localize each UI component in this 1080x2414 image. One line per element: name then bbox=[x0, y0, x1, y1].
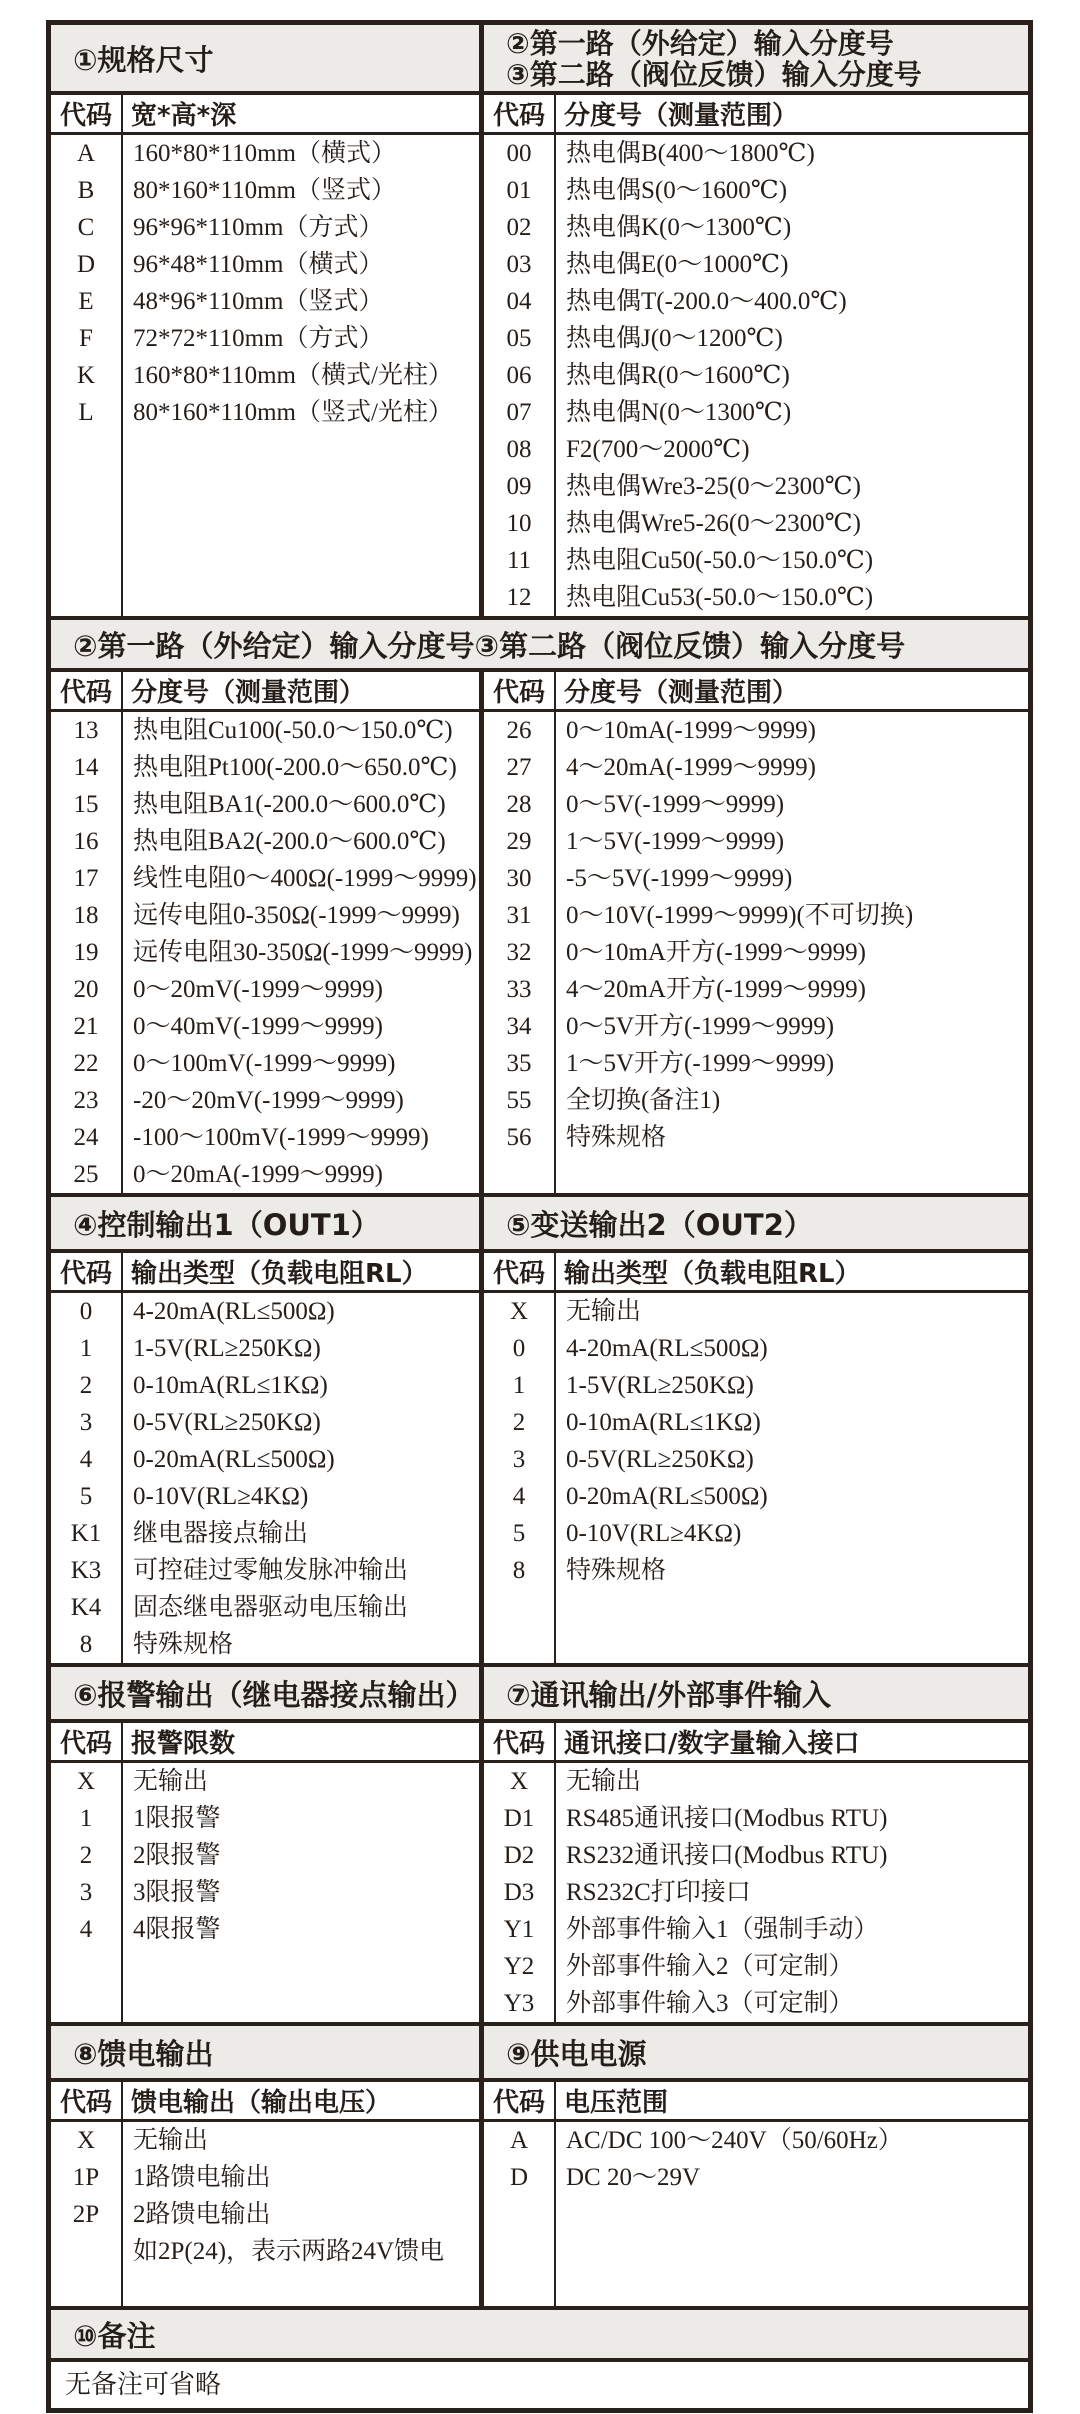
code-cell: D2 bbox=[503, 1842, 535, 1869]
section3-title-line: ③第二路（阀位反馈）输入分度号 bbox=[506, 58, 922, 91]
code-cell: 25 bbox=[73, 1161, 99, 1188]
desc-header: 分度号（测量范围） bbox=[564, 678, 799, 708]
section9-body bbox=[484, 2122, 1028, 2306]
desc-cell: 无输出 bbox=[566, 1768, 642, 1795]
code-cell bbox=[51, 505, 121, 542]
section7-body bbox=[484, 1763, 1028, 2022]
desc-header: 输出类型（负载电阻RL） bbox=[564, 1259, 861, 1289]
section7-colhead bbox=[484, 1723, 1028, 1763]
section1-body bbox=[51, 135, 479, 616]
code-cell: 10 bbox=[506, 510, 532, 537]
section9-title: ⑨供电电源 bbox=[506, 2036, 647, 2071]
ordering-code-table bbox=[46, 20, 1033, 2413]
desc-cell: 0～10mA(-1999～9999) bbox=[566, 717, 816, 744]
code-cell bbox=[484, 1626, 554, 1663]
desc-cell: 热电偶N(0～1300℃) bbox=[566, 399, 792, 426]
code-cell: 21 bbox=[73, 1013, 99, 1040]
code-cell bbox=[51, 431, 121, 468]
section5-colhead bbox=[484, 1253, 1028, 1293]
code-cell: 05 bbox=[506, 325, 532, 352]
code-cell bbox=[51, 468, 121, 505]
section8-title: ⑧馈电输出 bbox=[51, 2026, 484, 2078]
code-cell: Y1 bbox=[503, 1916, 535, 1943]
desc-cell: 热电阻Cu53(-50.0～150.0℃) bbox=[566, 584, 874, 611]
desc-cell: 160*80*110mm（横式） bbox=[133, 140, 396, 167]
desc-cell: 热电偶K(0～1300℃) bbox=[566, 214, 792, 241]
code-cell: X bbox=[509, 1768, 529, 1795]
code-cell: 35 bbox=[506, 1050, 532, 1077]
code-cell: 4 bbox=[512, 1483, 526, 1510]
code-header: 代码 bbox=[484, 672, 556, 709]
code-cell: 29 bbox=[506, 828, 532, 855]
code-cell: 0 bbox=[79, 1298, 93, 1325]
section23top-colhead bbox=[484, 95, 1028, 135]
desc-header: 通讯接口/数字量输入接口 bbox=[564, 1729, 860, 1759]
desc-cell bbox=[123, 2270, 479, 2306]
desc-cell: 外部事件输入2（可定制） bbox=[566, 1953, 854, 1980]
desc-header: 宽*高*深 bbox=[131, 101, 237, 131]
band-row-5 bbox=[51, 2022, 1028, 2082]
code-cell bbox=[484, 1156, 554, 1193]
desc-cell bbox=[556, 1589, 1028, 1626]
code-cell: 12 bbox=[506, 584, 532, 611]
desc-cell: 1～5V(-1999～9999) bbox=[566, 828, 785, 855]
band-row-6 bbox=[51, 2306, 1028, 2362]
code-cell: 03 bbox=[506, 251, 532, 278]
desc-cell bbox=[556, 2196, 1028, 2233]
desc-cell: 热电偶B(400～1800℃) bbox=[566, 140, 815, 167]
section6-title: ⑥报警输出（继电器接点输出） bbox=[51, 1667, 484, 1719]
block-3 bbox=[51, 1253, 1028, 1663]
section4-title: ④控制输出1（OUT1） bbox=[51, 1197, 484, 1249]
desc-cell: 热电偶S(0～1600℃) bbox=[566, 177, 788, 204]
desc-cell: 0-10V(RL≥4KΩ) bbox=[566, 1520, 742, 1547]
desc-cell: 0-5V(RL≥250KΩ) bbox=[133, 1409, 321, 1436]
desc-cell bbox=[556, 1626, 1028, 1663]
desc-header: 分度号（测量范围） bbox=[564, 101, 799, 131]
code-cell: 31 bbox=[506, 902, 532, 929]
code-cell: 02 bbox=[506, 214, 532, 241]
desc-header: 电压范围 bbox=[564, 2088, 669, 2118]
remark-note: 无备注可省略 bbox=[65, 2370, 222, 2399]
section4-colhead bbox=[51, 1253, 479, 1293]
desc-cell: 2路馈电输出 bbox=[133, 2201, 271, 2228]
code-cell: D bbox=[76, 251, 96, 278]
code-cell: 1 bbox=[79, 1335, 93, 1362]
code-cell: 06 bbox=[506, 362, 532, 389]
desc-cell: 特殊规格 bbox=[133, 1631, 234, 1658]
section6-colhead bbox=[51, 1723, 479, 1763]
code-cell: 13 bbox=[73, 717, 99, 744]
desc-cell: 0～40mV(-1999～9999) bbox=[133, 1013, 383, 1040]
desc-cell: DC 20～29V bbox=[566, 2164, 701, 2191]
desc-cell: 2限报警 bbox=[133, 1842, 221, 1869]
code-cell: Y2 bbox=[503, 1953, 535, 1980]
code-cell: X bbox=[76, 2127, 96, 2154]
code-header: 代码 bbox=[484, 2082, 556, 2119]
desc-cell: 0～10V(-1999～9999)(不可切换) bbox=[566, 902, 914, 929]
code-cell bbox=[484, 2196, 554, 2233]
desc-cell: 4～20mA(-1999～9999) bbox=[566, 754, 816, 781]
band-row-3 bbox=[51, 1193, 1028, 1253]
block-1 bbox=[51, 95, 1028, 616]
code-cell: 4 bbox=[79, 1446, 93, 1473]
desc-cell: 外部事件输入1（强制手动） bbox=[566, 1916, 879, 1943]
code-cell: C bbox=[77, 214, 95, 241]
desc-cell: 外部事件输入3（可定制） bbox=[566, 1990, 854, 2017]
code-cell bbox=[51, 1948, 121, 1985]
code-cell: D1 bbox=[503, 1805, 535, 1832]
code-cell: D3 bbox=[503, 1879, 535, 1906]
desc-cell: 热电偶Wre5-26(0～2300℃) bbox=[566, 510, 861, 537]
code-cell: 2P bbox=[72, 2201, 100, 2228]
desc-cell: 1路馈电输出 bbox=[133, 2164, 271, 2191]
band-row-2 bbox=[51, 616, 1028, 672]
desc-cell: 0-5V(RL≥250KΩ) bbox=[566, 1446, 754, 1473]
desc-cell bbox=[123, 505, 479, 542]
desc-header: 输出类型（负载电阻RL） bbox=[131, 1259, 428, 1289]
desc-cell: 如2P(24)，表示两路24V馈电 bbox=[133, 2238, 445, 2265]
desc-cell: 继电器接点输出 bbox=[133, 1520, 309, 1547]
section23-band-title: ②第一路（外给定）输入分度号③第二路（阀位反馈）输入分度号 bbox=[73, 628, 906, 663]
desc-cell: 热电偶J(0～1200℃) bbox=[566, 325, 783, 352]
section23l-body bbox=[51, 712, 479, 1193]
desc-cell: 0-20mA(RL≤500Ω) bbox=[566, 1483, 768, 1510]
code-header: 代码 bbox=[51, 2082, 123, 2119]
code-header: 代码 bbox=[484, 95, 556, 132]
desc-cell: 热电偶T(-200.0～400.0℃) bbox=[566, 288, 847, 315]
section4-body bbox=[51, 1293, 479, 1663]
desc-cell: 0～20mV(-1999～9999) bbox=[133, 976, 383, 1003]
block-4 bbox=[51, 1723, 1028, 2022]
code-cell: E bbox=[78, 288, 94, 315]
code-cell: 08 bbox=[506, 436, 532, 463]
desc-cell: 线性电阻0～400Ω(-1999～9999) bbox=[133, 865, 477, 892]
section6-body bbox=[51, 1763, 479, 2022]
desc-cell: 0～100mV(-1999～9999) bbox=[133, 1050, 396, 1077]
code-cell: D bbox=[509, 2164, 529, 2191]
code-cell: K1 bbox=[70, 1520, 102, 1547]
code-cell: 04 bbox=[506, 288, 532, 315]
desc-cell: 72*72*110mm（方式） bbox=[133, 325, 384, 352]
section23-title bbox=[484, 25, 1028, 91]
desc-cell bbox=[123, 1948, 479, 1985]
desc-cell: 160*80*110mm（横式/光柱） bbox=[133, 362, 453, 389]
desc-cell: 96*96*110mm（方式） bbox=[133, 214, 384, 241]
desc-cell: -20～20mV(-1999～9999) bbox=[133, 1087, 404, 1114]
code-cell: 17 bbox=[73, 865, 99, 892]
section23top-body bbox=[484, 135, 1028, 616]
code-cell: A bbox=[509, 2127, 529, 2154]
desc-cell: RS232通讯接口(Modbus RTU) bbox=[566, 1842, 888, 1869]
code-header: 代码 bbox=[51, 1253, 123, 1290]
desc-cell: 热电阻BA2(-200.0～600.0℃) bbox=[133, 828, 446, 855]
code-cell: 15 bbox=[73, 791, 99, 818]
desc-cell: 无输出 bbox=[133, 2127, 209, 2154]
code-cell: 1 bbox=[512, 1372, 526, 1399]
desc-cell: 0-10mA(RL≤1KΩ) bbox=[566, 1409, 761, 1436]
code-cell: 5 bbox=[512, 1520, 526, 1547]
desc-cell: F2(700～2000℃) bbox=[566, 436, 750, 463]
section10-title: ⑩备注 bbox=[73, 2318, 156, 2353]
code-cell: X bbox=[76, 1768, 96, 1795]
code-cell: 00 bbox=[506, 140, 532, 167]
code-cell: 07 bbox=[506, 399, 532, 426]
code-cell: 56 bbox=[506, 1124, 532, 1151]
code-cell: 1P bbox=[72, 2164, 100, 2191]
desc-cell: 0～5V开方(-1999～9999) bbox=[566, 1013, 835, 1040]
code-cell: 11 bbox=[506, 547, 532, 574]
code-cell bbox=[51, 542, 121, 579]
code-cell: 2 bbox=[79, 1842, 93, 1869]
desc-cell: 80*160*110mm（竖式/光柱） bbox=[133, 399, 453, 426]
code-cell: 30 bbox=[506, 865, 532, 892]
code-cell: 2 bbox=[512, 1409, 526, 1436]
section23r-colhead bbox=[484, 672, 1028, 712]
section9-colhead bbox=[484, 2082, 1028, 2122]
code-cell: 14 bbox=[73, 754, 99, 781]
desc-cell bbox=[123, 468, 479, 505]
desc-cell bbox=[123, 1985, 479, 2022]
desc-header: 分度号（测量范围） bbox=[131, 678, 366, 708]
code-cell: 0 bbox=[512, 1335, 526, 1362]
desc-cell: 1-5V(RL≥250KΩ) bbox=[133, 1335, 321, 1362]
desc-cell bbox=[556, 1156, 1028, 1193]
desc-cell: RS485通讯接口(Modbus RTU) bbox=[566, 1805, 888, 1832]
desc-cell: 无输出 bbox=[133, 1768, 209, 1795]
section23r-body bbox=[484, 712, 1028, 1193]
desc-cell bbox=[123, 542, 479, 579]
desc-cell: 无输出 bbox=[566, 1298, 642, 1325]
desc-cell: 可控硅过零触发脉冲输出 bbox=[133, 1557, 409, 1584]
desc-cell: 热电阻BA1(-200.0～600.0℃) bbox=[133, 791, 446, 818]
code-cell: 3 bbox=[512, 1446, 526, 1473]
section1-title: ①规格尺寸 bbox=[51, 25, 484, 91]
desc-cell: 80*160*110mm（竖式） bbox=[133, 177, 396, 204]
code-cell: 27 bbox=[506, 754, 532, 781]
code-cell: 20 bbox=[73, 976, 99, 1003]
code-cell: 5 bbox=[79, 1483, 93, 1510]
desc-cell: 热电阻Pt100(-200.0～650.0℃) bbox=[133, 754, 457, 781]
code-cell: 4 bbox=[79, 1916, 93, 1943]
code-cell: 22 bbox=[73, 1050, 99, 1077]
code-cell: 34 bbox=[506, 1013, 532, 1040]
section8-body bbox=[51, 2122, 479, 2306]
section5-body bbox=[484, 1293, 1028, 1663]
desc-cell: 96*48*110mm（横式） bbox=[133, 251, 384, 278]
code-cell: L bbox=[78, 399, 94, 426]
section7-title: ⑦通讯输出/外部事件输入 bbox=[506, 1677, 832, 1712]
code-cell: 19 bbox=[73, 939, 99, 966]
code-cell: X bbox=[509, 1298, 529, 1325]
desc-cell bbox=[123, 431, 479, 468]
code-cell: 23 bbox=[73, 1087, 99, 1114]
code-cell: 09 bbox=[506, 473, 532, 500]
code-cell bbox=[484, 2270, 554, 2307]
code-header: 代码 bbox=[484, 1253, 556, 1290]
code-cell: 8 bbox=[512, 1557, 526, 1584]
code-cell: 1 bbox=[79, 1805, 93, 1832]
code-cell: K4 bbox=[70, 1594, 102, 1621]
code-cell: 26 bbox=[506, 717, 532, 744]
desc-cell: 热电阻Cu50(-50.0～150.0℃) bbox=[566, 547, 874, 574]
code-cell bbox=[51, 2270, 121, 2307]
desc-cell: 1-5V(RL≥250KΩ) bbox=[566, 1372, 754, 1399]
code-header: 代码 bbox=[51, 672, 123, 709]
code-cell: 55 bbox=[506, 1087, 532, 1114]
code-cell: 01 bbox=[506, 177, 532, 204]
desc-cell: 1～5V开方(-1999～9999) bbox=[566, 1050, 835, 1077]
code-cell bbox=[484, 2233, 554, 2270]
code-cell: 18 bbox=[73, 902, 99, 929]
desc-cell: 0～20mA(-1999～9999) bbox=[133, 1161, 383, 1188]
code-header: 代码 bbox=[51, 1723, 123, 1760]
desc-cell: AC/DC 100～240V（50/60Hz） bbox=[566, 2127, 903, 2154]
section1-colhead bbox=[51, 95, 479, 135]
desc-cell: 热电阻Cu100(-50.0～150.0℃) bbox=[133, 717, 453, 744]
desc-cell bbox=[123, 579, 479, 616]
desc-cell: 特殊规格 bbox=[566, 1124, 667, 1151]
code-cell: K3 bbox=[70, 1557, 102, 1584]
code-cell: A bbox=[76, 140, 96, 167]
code-cell: 3 bbox=[79, 1409, 93, 1436]
code-cell bbox=[51, 579, 121, 616]
code-cell: Y3 bbox=[503, 1990, 535, 2017]
code-cell: F bbox=[79, 325, 93, 352]
desc-cell: 0～10mA开方(-1999～9999) bbox=[566, 939, 866, 966]
desc-cell: -100～100mV(-1999～9999) bbox=[133, 1124, 429, 1151]
desc-cell bbox=[556, 2270, 1028, 2306]
code-cell: 24 bbox=[73, 1124, 99, 1151]
desc-header: 馈电输出（输出电压） bbox=[131, 2088, 392, 2118]
code-header: 代码 bbox=[51, 95, 123, 132]
desc-cell: 热电偶E(0～1000℃) bbox=[566, 251, 789, 278]
code-cell: 2 bbox=[79, 1372, 93, 1399]
desc-cell: 远传电阻30-350Ω(-1999～9999) bbox=[133, 939, 473, 966]
desc-cell: 1限报警 bbox=[133, 1805, 221, 1832]
code-cell: 3 bbox=[79, 1879, 93, 1906]
desc-cell: 热电偶Wre3-25(0～2300℃) bbox=[566, 473, 861, 500]
desc-cell: 4-20mA(RL≤500Ω) bbox=[133, 1298, 335, 1325]
code-cell: 16 bbox=[73, 828, 99, 855]
desc-cell: 4-20mA(RL≤500Ω) bbox=[566, 1335, 768, 1362]
desc-cell: 0-10mA(RL≤1KΩ) bbox=[133, 1372, 328, 1399]
desc-cell: 48*96*110mm（竖式） bbox=[133, 288, 384, 315]
block-2 bbox=[51, 672, 1028, 1193]
code-cell: 32 bbox=[506, 939, 532, 966]
code-cell: 33 bbox=[506, 976, 532, 1003]
code-cell bbox=[51, 2233, 121, 2270]
desc-header: 报警限数 bbox=[131, 1729, 236, 1759]
desc-cell: 固态继电器驱动电压输出 bbox=[133, 1594, 409, 1621]
code-cell: K bbox=[76, 362, 96, 389]
desc-cell: 4限报警 bbox=[133, 1916, 221, 1943]
band-row-4 bbox=[51, 1663, 1028, 1723]
code-cell: 28 bbox=[506, 791, 532, 818]
desc-cell: 4～20mA开方(-1999～9999) bbox=[566, 976, 866, 1003]
desc-cell: 特殊规格 bbox=[566, 1557, 667, 1584]
section2-title-line: ②第一路（外给定）输入分度号 bbox=[506, 27, 894, 60]
code-cell: 8 bbox=[79, 1631, 93, 1658]
band-row-1 bbox=[51, 25, 1028, 95]
section8-colhead bbox=[51, 2082, 479, 2122]
desc-cell: -5～5V(-1999～9999) bbox=[566, 865, 793, 892]
block-5 bbox=[51, 2082, 1028, 2306]
section5-title: ⑤变送输出2（OUT2） bbox=[506, 1207, 813, 1242]
section23l-colhead bbox=[51, 672, 479, 712]
desc-cell: 远传电阻0-350Ω(-1999～9999) bbox=[133, 902, 460, 929]
desc-cell: 热电偶R(0～1600℃) bbox=[566, 362, 790, 389]
code-header: 代码 bbox=[484, 1723, 556, 1760]
code-cell bbox=[51, 1985, 121, 2022]
desc-cell: 全切换(备注1) bbox=[566, 1087, 721, 1114]
code-cell bbox=[484, 1589, 554, 1626]
desc-cell: 3限报警 bbox=[133, 1879, 221, 1906]
desc-cell: RS232C打印接口 bbox=[566, 1879, 751, 1906]
desc-cell: 0～5V(-1999～9999) bbox=[566, 791, 785, 818]
desc-cell: 0-20mA(RL≤500Ω) bbox=[133, 1446, 335, 1473]
code-cell: B bbox=[77, 177, 95, 204]
desc-cell: 0-10V(RL≥4KΩ) bbox=[133, 1483, 309, 1510]
desc-cell bbox=[556, 2233, 1028, 2270]
